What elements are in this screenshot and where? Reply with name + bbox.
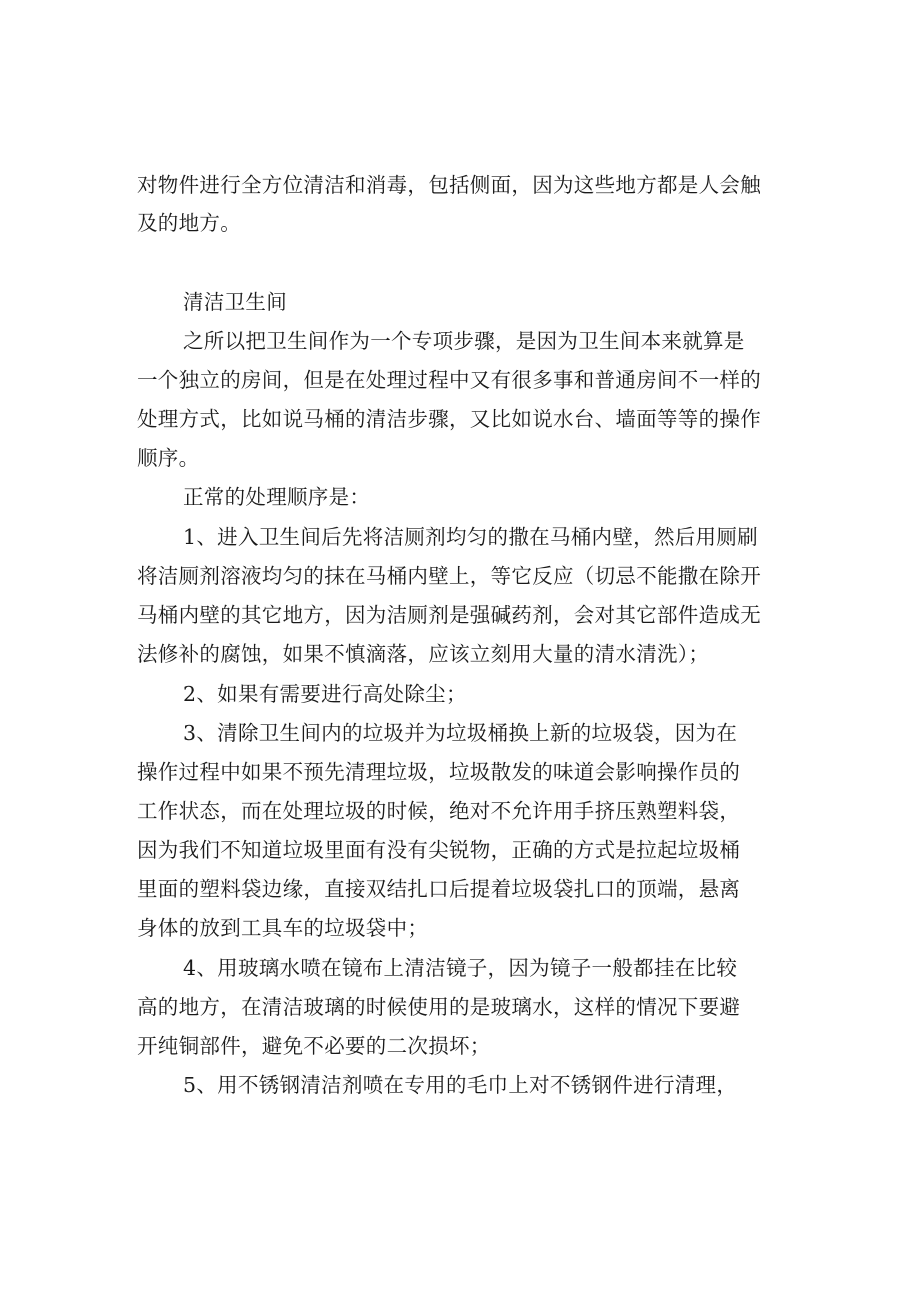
paragraph-line: 一个独立的房间，但是在处理过程中又有很多事和普通房间不一样的 xyxy=(137,368,761,392)
paragraph-line: 之所以把卫生间作为一个专项步骤，是因为卫生间本来就算是 xyxy=(183,329,745,353)
list-item-line: 工作状态，而在处理垃圾的时候，绝对不允许用手挤压熟塑料袋， xyxy=(137,799,741,823)
list-item-line: 将洁厕剂溶液均匀的抹在马桶内壁上，等它反应（切忌不能撒在除开 xyxy=(137,564,761,588)
paragraph-line: 及的地方。 xyxy=(137,211,241,235)
paragraph-line: 正常的处理顺序是： xyxy=(183,485,371,509)
section-heading: 清洁卫生间 xyxy=(183,290,287,314)
list-item-line: 马桶内壁的其它地方，因为洁厕剂是强碱药剂，会对其它部件造成无 xyxy=(137,603,761,627)
paragraph-line: 顺序。 xyxy=(137,446,200,470)
paragraph-line: 对物件进行全方位清洁和消毒，包括侧面，因为这些地方都是人会触 xyxy=(137,173,761,197)
list-item-line: 5、用不锈钢清洁剂喷在专用的毛巾上对不锈钢件进行清理， xyxy=(183,1073,738,1097)
list-item-line: 法修补的腐蚀，如果不慎滴落，应该立刻用大量的清水清洗）； xyxy=(137,642,710,666)
list-item-line: 2、如果有需要进行高处除尘； xyxy=(183,682,467,706)
list-item-line: 操作过程中如果不预先清理垃圾，垃圾散发的味道会影响操作员的 xyxy=(137,760,741,784)
list-item-line: 3、清除卫生间内的垃圾并为垃圾桶换上新的垃圾袋，因为在 xyxy=(183,721,738,745)
list-item-line: 里面的塑料袋边缘，直接双结扎口后提着垃圾袋扎口的顶端，悬离 xyxy=(137,877,741,901)
list-item-line: 身体的放到工具车的垃圾袋中； xyxy=(137,916,429,940)
list-item-line: 因为我们不知道垃圾里面有没有尖锐物，正确的方式是拉起垃圾桶 xyxy=(137,838,741,862)
list-item-line: 4、用玻璃水喷在镜布上清洁镜子，因为镜子一般都挂在比较 xyxy=(183,956,738,980)
list-item-line: 开纯铜部件，避免不必要的二次损坏； xyxy=(137,1034,491,1058)
paragraph-line: 处理方式，比如说马桶的清洁步骤，又比如说水台、墙面等等的操作 xyxy=(137,407,761,431)
list-item-line: 1、进入卫生间后先将洁厕剂均匀的撒在马桶内壁，然后用厕刷 xyxy=(183,525,758,549)
list-item-line: 高的地方，在清洁玻璃的时候使用的是玻璃水，这样的情况下要避 xyxy=(137,995,741,1019)
